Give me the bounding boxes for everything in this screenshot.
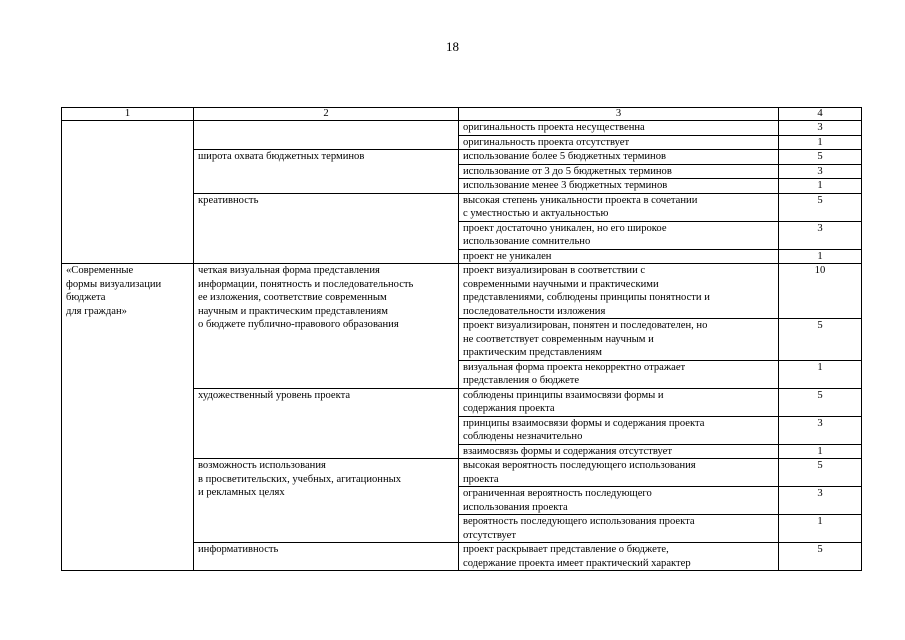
- level-description-cell: визуальная форма проекта некорректно отражает представления о бюджете: [459, 360, 779, 388]
- level-description-cell: проект визуализирован в соответствии с современными научными и практическими представлениями, соблюдены принципы понятности и последовательности изложения: [459, 264, 779, 319]
- score-cell: 3: [779, 221, 862, 249]
- score-cell: 5: [779, 193, 862, 221]
- score-cell: 5: [779, 150, 862, 165]
- level-description-cell: использование менее 3 бюджетных терминов: [459, 179, 779, 194]
- score-cell: 10: [779, 264, 862, 319]
- score-cell: 5: [779, 319, 862, 361]
- level-description-cell: вероятность последующего использования проекта отсутствует: [459, 515, 779, 543]
- level-description-cell: высокая степень уникальности проекта в сочетании с уместностью и актуальностью: [459, 193, 779, 221]
- score-cell: 1: [779, 135, 862, 150]
- level-description-cell: принципы взаимосвязи формы и содержания проекта соблюдены незначительно: [459, 416, 779, 444]
- score-cell: 1: [779, 179, 862, 194]
- score-cell: 5: [779, 459, 862, 487]
- column-header: 3: [459, 108, 779, 121]
- column-header: 4: [779, 108, 862, 121]
- level-description-cell: ограниченная вероятность последующего использования проекта: [459, 487, 779, 515]
- criterion-cell: [194, 121, 459, 150]
- level-description-cell: соблюдены принципы взаимосвязи формы и содержания проекта: [459, 388, 779, 416]
- score-cell: 1: [779, 360, 862, 388]
- score-cell: 3: [779, 164, 862, 179]
- score-cell: 3: [779, 487, 862, 515]
- score-cell: 3: [779, 121, 862, 136]
- level-description-cell: проект визуализирован, понятен и последователен, но не соответствует современным научным и практическим представлениям: [459, 319, 779, 361]
- level-description-cell: оригинальность проекта несущественна: [459, 121, 779, 136]
- level-description-cell: проект достаточно уникален, но его широкое использование сомнительно: [459, 221, 779, 249]
- score-cell: 1: [779, 444, 862, 459]
- table-row: [62, 121, 862, 136]
- criterion-cell: возможность использования в просветительских, учебных, агитационных и рекламных целях: [194, 459, 459, 543]
- level-description-cell: проект не уникален: [459, 249, 779, 264]
- level-description-cell: взаимосвязь формы и содержания отсутствует: [459, 444, 779, 459]
- page-number: 18: [446, 39, 459, 54]
- nomination-cell: «Современные формы визуализации бюджета для граждан»: [62, 264, 194, 571]
- score-cell: 1: [779, 515, 862, 543]
- score-cell: 5: [779, 388, 862, 416]
- level-description-cell: использование от 3 до 5 бюджетных терминов: [459, 164, 779, 179]
- criterion-cell: художественный уровень проекта: [194, 388, 459, 459]
- table-row: [62, 264, 862, 319]
- level-description-cell: проект раскрывает представление о бюджете, содержание проекта имеет практический характер: [459, 543, 779, 571]
- table-header-row: [62, 108, 862, 121]
- nomination-cell: [62, 121, 194, 264]
- evaluation-criteria-table: [61, 107, 862, 571]
- score-cell: 3: [779, 416, 862, 444]
- criterion-cell: креативность: [194, 193, 459, 264]
- criterion-cell: четкая визуальная форма представления информации, понятность и последовательность ее изложения, соответствие современным научным и практическим представлениям о бюджете публично-правового образования: [194, 264, 459, 389]
- column-header: 1: [62, 108, 194, 121]
- level-description-cell: использование более 5 бюджетных терминов: [459, 150, 779, 165]
- level-description-cell: оригинальность проекта отсутствует: [459, 135, 779, 150]
- criterion-cell: информативность: [194, 543, 459, 571]
- level-description-cell: высокая вероятность последующего использования проекта: [459, 459, 779, 487]
- score-cell: 1: [779, 249, 862, 264]
- score-cell: 5: [779, 543, 862, 571]
- column-header: 2: [194, 108, 459, 121]
- criterion-cell: широта охвата бюджетных терминов: [194, 150, 459, 194]
